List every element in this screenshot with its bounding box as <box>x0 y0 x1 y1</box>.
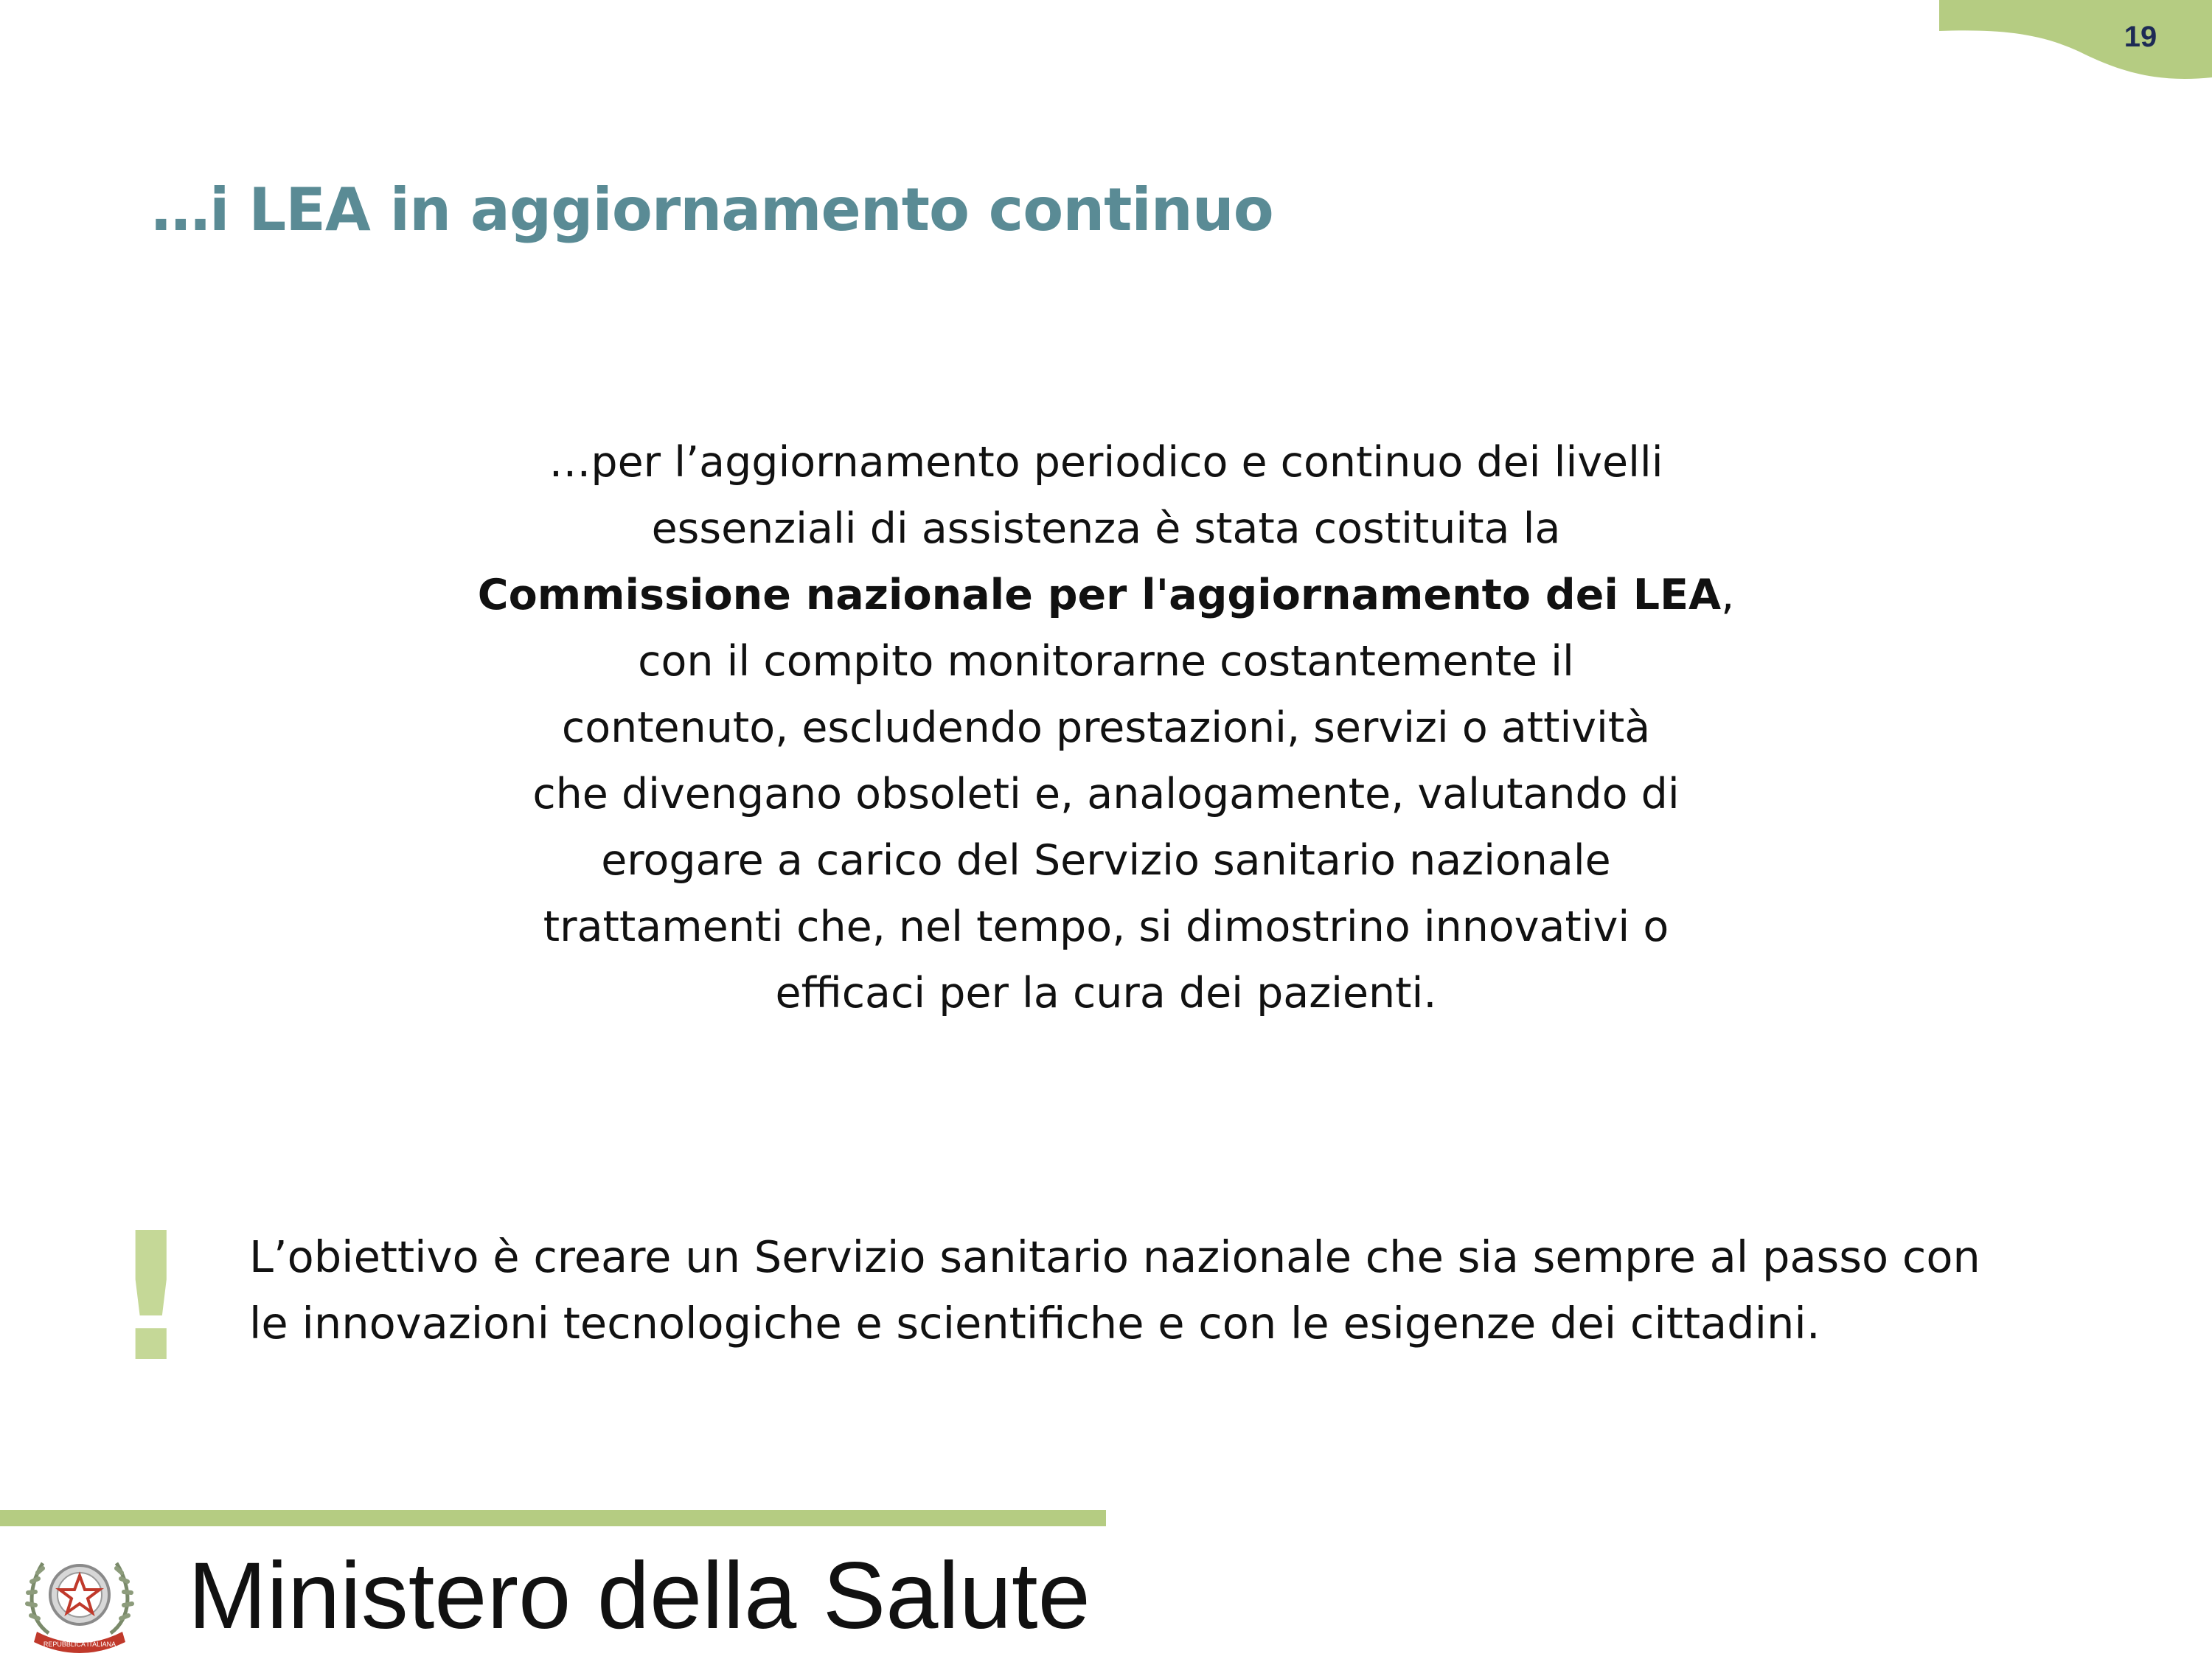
page-number: 19 <box>2124 21 2157 53</box>
body-line: contenuto, escludendo prestazioni, servizi o attività <box>561 703 1651 752</box>
body-paragraph <box>457 429 1755 1026</box>
body-line: trattamenti che, nel tempo, si dimostrino innovativi o <box>543 902 1669 951</box>
ministry-name: Ministero della Salute <box>188 1543 1091 1649</box>
slide-title: …i LEA in aggiornamento continuo <box>151 175 1273 244</box>
body-line-bold <box>457 562 1755 628</box>
callout-line: le innovazioni tecnologiche e scientifiche e con le esigenze dei cittadini. <box>249 1298 1820 1349</box>
commission-name: Commissione nazionale per l'aggiornamento dei LEA <box>477 571 1722 619</box>
emblem-ribbon-text: REPUBBLICA ITALIANA <box>43 1641 116 1648</box>
body-line: essenziali di assistenza è stata costituita la <box>651 504 1561 553</box>
body-line: che divengano obsoleti e, analogamente, valutando di <box>532 770 1680 818</box>
exclamation-icon: ! <box>111 1194 192 1401</box>
body-line: …per l’aggiornamento periodico e continuo dei livelli <box>549 438 1663 487</box>
body-line: con il compito monitorarne costantemente il <box>638 637 1574 686</box>
callout-line: L’obiettivo è creare un Servizio sanitario nazionale che sia sempre al passo con <box>249 1231 1980 1282</box>
callout-note <box>249 1224 2063 1357</box>
body-line: efficaci per la cura dei pazienti. <box>775 969 1437 1018</box>
body-line: erogare a carico del Servizio sanitario nazionale <box>601 836 1611 885</box>
italian-republic-emblem-icon <box>21 1537 139 1655</box>
footer-divider <box>0 1510 1106 1526</box>
page-number-tab <box>1939 0 2212 81</box>
body-punctuation: , <box>1721 571 1735 619</box>
